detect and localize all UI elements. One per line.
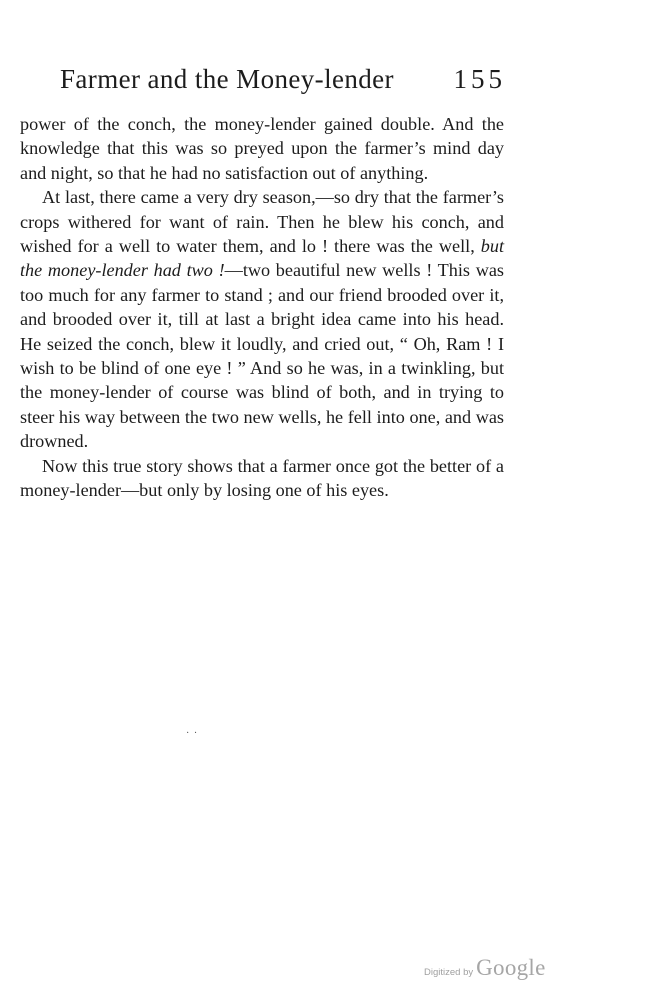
italic-phrase: but the money-lender had two !: [20, 236, 504, 281]
digitized-label: Digitized by: [424, 967, 474, 978]
paragraph-continued: power of the conch, the money-lender gained double. And the knowledge that this was so preyed upon the farmer’s mind day and night, so that he had no satisfaction out of anything.: [20, 114, 504, 183]
paragraph-moral: Now this true story shows that a farmer once got the better of a money-lender—but only by losing one of his eyes.: [20, 455, 504, 501]
paragraph-dry-season-end: —two beautiful new wells ! This was too much for any farmer to stand ; and our friend brooded over it, and brooded over it, till at last a bright idea came into his head. He seized the conch, blew it loudly, and cried out, “ Oh, Ram ! I wish to be blind of one eye ! ” And so he was, in a twinkling, but the money-lender of course was blind of both, and in trying to steer his way between the two new wells, he fell into one, and was drowned.: [20, 260, 504, 452]
running-title: Farmer and the Money-lender: [60, 64, 394, 94]
google-logo: Google: [476, 955, 546, 980]
stray-marks: · ·: [186, 728, 199, 739]
digitized-watermark: [424, 955, 546, 981]
paragraph-dry-season-start: At last, there came a very dry season,—so dry that the farmer’s crops withered for want of rain. Then he blew his conch, and wished for a well to water them, and lo ! there was the well,: [20, 187, 504, 257]
page-number: 155: [453, 64, 506, 94]
running-header: [60, 64, 506, 100]
paragraph-dry-season: [20, 185, 504, 453]
page-body: [20, 112, 504, 503]
